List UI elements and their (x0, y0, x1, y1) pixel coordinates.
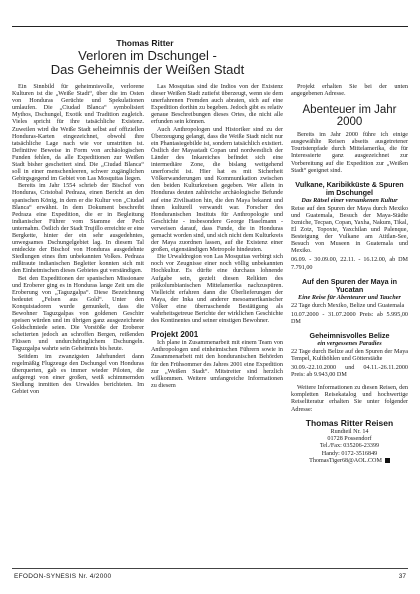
trip-3 (291, 332, 408, 379)
trip-title: Vulkane, Karibikküste & Spuren im Dschungel (295, 179, 404, 197)
contact-city: 01728 Possendorf (327, 436, 372, 443)
trip-description: 22 Tage durch Mexiko, Belize und Guatemala (291, 302, 405, 309)
column-1 (12, 84, 144, 396)
trip-subtitle: ein vergessenes Paradies (317, 339, 382, 347)
trip-title: Auf den Spuren der Maya in Yucatan (301, 276, 398, 294)
paragraph: Seitdem im zwanzigsten Jahrhundert dann regelmäßig Flugzeuge den Dschungel von Honduras überquerten, gab es immer wieder Piloten, die aufgeregt von einer großen, weiß schimmernden Siedlung inmitten des Urwaldes berichteten. Im Gebiet von (12, 353, 144, 396)
paragraph: Ein Sinnbild für geheimnisvolle, verlorene Kulturen ist die „Weiße Stadt“, über die im Osten von Honduras Gerüchte und Spekulationen umlaufen. Die „Ciudad Blanca“ symbolisiert Mythos, Dschungel, Exotik und Tradition zugleich. Vieles spricht für ihre tatsächliche Existenz. Zuweilen wird die Weiße Stadt selbst auf offiziellen Honduras-Karten eingezeichnet, obwohl ihre tatsächliche Lage nach wie vor umstritten ist. Definitive Beweise in Form von archäologischen Funden fehlen, da alle Expeditionen zur Weißen Stadt bisher gescheitert sind. Die „Ciudad Blanca“ soll in einer menschenleeren, schwer zugänglichen Gebirgsgegend im Gebiet von Las Mosquitas liegen. (12, 84, 144, 183)
trip-description: Reise auf den Spuren der Maya durch Mexiko und Guatemala, Besuch der Maya-Städte Ixmiche, Tecpan, Copan, Yaxha, Nakum, Tikal, El Zotz, Topoxte, Yaxchilan und Palenque, Besteigung der Vulkane am Atitlan-See, Besuch von Museen in Guatemala und Mexiko. (291, 205, 408, 255)
column-3 (291, 84, 408, 465)
paragraph: Las Mosquitas sind die Indios von der Existenz dieser Weißen Stadt zutiefst überzeugt, wenn sie dem unerfahrenen Fremden auch abraten, sich auf eine Expedition dorthin zu begeben. Jedoch gibt es relativ genaue Beschreibungen dieses Ortes, die nicht alle erfunden sein können. (151, 84, 283, 126)
end-mark-icon (385, 458, 390, 463)
column-2 (151, 84, 283, 390)
project-continuation: Projekt erhalten Sie bei der unten angegebenen Adresse. (291, 84, 408, 98)
trip-2 (291, 278, 408, 326)
contact-email-text[interactable]: ThomasTiger68@AOL.COM (309, 457, 382, 464)
trip-dates: 30.09.-22.10.2000 und 04.11.-26.11.2000 Preis: ab 9.943,00 DM (291, 365, 408, 379)
contact-mobile: Handy: 0172-3516849 (321, 450, 378, 457)
sidebar-heading (291, 104, 408, 128)
page-number: 37 (398, 573, 406, 580)
trip-dates: 06.09. - 30.09.00, 22.11. - 16.12.00, ab DM 7.791,00 (291, 257, 408, 271)
trip-title: Geheimnisvolles Belize (309, 330, 390, 340)
contact-block (291, 429, 408, 465)
trip-subtitle: Das Rätsel einer versunkenen Kultur (301, 196, 398, 204)
contact-phone: Tel./Fax: 035206-23399 (319, 443, 380, 450)
sidebar-heading-line-1: Abenteuer im Jahr (302, 104, 397, 117)
paragraph: Bereits im Jahr 1554 schrieb der Bischof von Honduras, Cristobal Pedraza, einen Bericht an den spanischen König, in dem er die Kultur von „Ciudad Blanca“ erwähnt. In dem Dokument beschreibt Pedraza eine Expedition, die er in Begleitung indianischer Führer vom Stamme der Pech unternahm. Östlich der Stadt Trujillo erreichte er eine Bergkette, hinter der ein sehr ausgedehntes, unwegsames Dschungelgebiet lag. In diesem Tal entdeckte der Bischof von Honduras ausgedehnte Siedlungen eines ihm unbekannten Volkes. Pedraza mißtraute indianischen Begleiter konnten sich mit den Einheimischen dieses Gebietes gut verständigen. (12, 183, 144, 275)
bottom-rule (12, 568, 408, 569)
publication-footer: EFODON-SYNESIS Nr. 4/2000 (14, 573, 112, 580)
project-heading: Projekt 2001 (151, 330, 199, 340)
project-paragraph: Ich plane in Zusammenarbeit mit einem Team von Anthropologen und einheimischen Führern sowie in Zusammenarbeit mit den honduranischen Behörden für den Frühsommer des Jahres 2001 eine Expedition zur „Weißen Stadt“. Mitstreiter sind herzlich willkommen. Weitere umfangreiche Informationen zu diesem (151, 340, 283, 389)
title-line-1: Verloren im Dschungel - (78, 48, 217, 63)
paragraph: Die Urwaldregion von Las Mosquitas verbirgt sich noch vor Zeugnisse einer noch völlig unbekannten Hochkultur. Es dürfte eine durchaus lohnende Aufgabe sein, gezielt diesen Relikten des präkolumbianischen Mittelamerika nachzuspüren. Vielleicht erfahren dann die Überlieferungen der Maya, der Inka und anderer mesoamerikanischer Völker eine überraschende Bestätigung als wahrheitsgetreue Berichte der wirklichen Geschichte des Kontinentes und seiner einstigen Bewohner. (151, 254, 283, 325)
sidebar-outro: Weitere Informationen zu diesen Reisen, den kompletten Reisekatalog und hochwertige Reiseliteratur erhalten Sie unter folgender Adresse: (291, 385, 408, 413)
top-rule (12, 26, 408, 27)
sidebar-heading-line-2: 2000 (336, 116, 363, 129)
trip-dates: 10.07.2000 - 31.07.2000 Preis: ab 5.995,00 DM (291, 311, 408, 325)
article-author: Thomas Ritter (116, 38, 174, 48)
title-line-2: Das Geheimnis der Weißen Stadt (50, 62, 245, 77)
contact-street: Rundteil Nr. 14 (330, 428, 369, 435)
paragraph: Bei den Expeditionen der spanischen Missionare und Eroberer ging es in Honduras lange Zeit um die Eroberung von „Taguzgalpa“. Diese Bezeichnung bedeutet „Felsen aus Gold“. Unter den Konquistadoren wurde gemunkelt, dass die Bewohner Taguzgalpas von goldenen Geschirr speisen würden und im übrigen ganz ausgezeichnete Goldschmiede seien. Die Vorstöße der Eroberer scheiterten jedoch an schroffen Bergen, reißenden Flüssen und undurchdringlichem Dschungeln. Taguzgalpa wahrte sein Geheimnis bis heute. (12, 275, 144, 353)
trip-1 (291, 181, 408, 272)
contact-email (291, 458, 408, 465)
article-title (0, 49, 295, 77)
trip-subtitle: Eine Reise für Abenteurer und Taucher (298, 293, 401, 301)
trip-description: 22 Tage durch Belize auf den Spuren der Maya Tempel, Kulthöhlen und Götterstädte (291, 348, 408, 362)
sidebar-intro: Bereits im Jahr 2000 führe ich einige ausgewählte Reisen abseits ausgetretener Touristenpfade durch Mittelamerika, die für Interessierte ganz ausgezeichnet zur Vorbereitung auf die Expedition zur „Weißen Stadt“ geeignet sind. (291, 132, 408, 174)
contact-name: Thomas Ritter Reisen (305, 417, 394, 428)
paragraph: Auch Anthropologen und Historiker sind zu der Überzeugung gelangt, dass die Weiße Stadt nicht nur ein Phantasiegebilde ist, sondern tatsächlich existiert. Östlich der Mayastadt Copan und nordwestlich der Länder des Inkareiches befindet sich eine intermediäre Zone, die bislang weitgehend unerforscht ist. Hier hat es mit Sicherheit Völkerwanderungen und Kommunikation zwischen den beiden Kulturkreisen gegeben. Wer allein in Honduras deuten zahlreiche archäologische Befunde auf eine Zivilisation hin, die den Maya bekannt und ihnen kulturell verwandt war. Forscher des Honduranischen Instituts für Anthropologie und Geschichte - insbesondere George Haselmann - verweisen darauf, dass Funde, die in Honduras gemacht worden sind, und sich nicht dem Kulturkreis der Maya zuordnen lassen, auf die Existenz einer großen, eigenständigen Metropole hindeuten. (151, 126, 283, 254)
